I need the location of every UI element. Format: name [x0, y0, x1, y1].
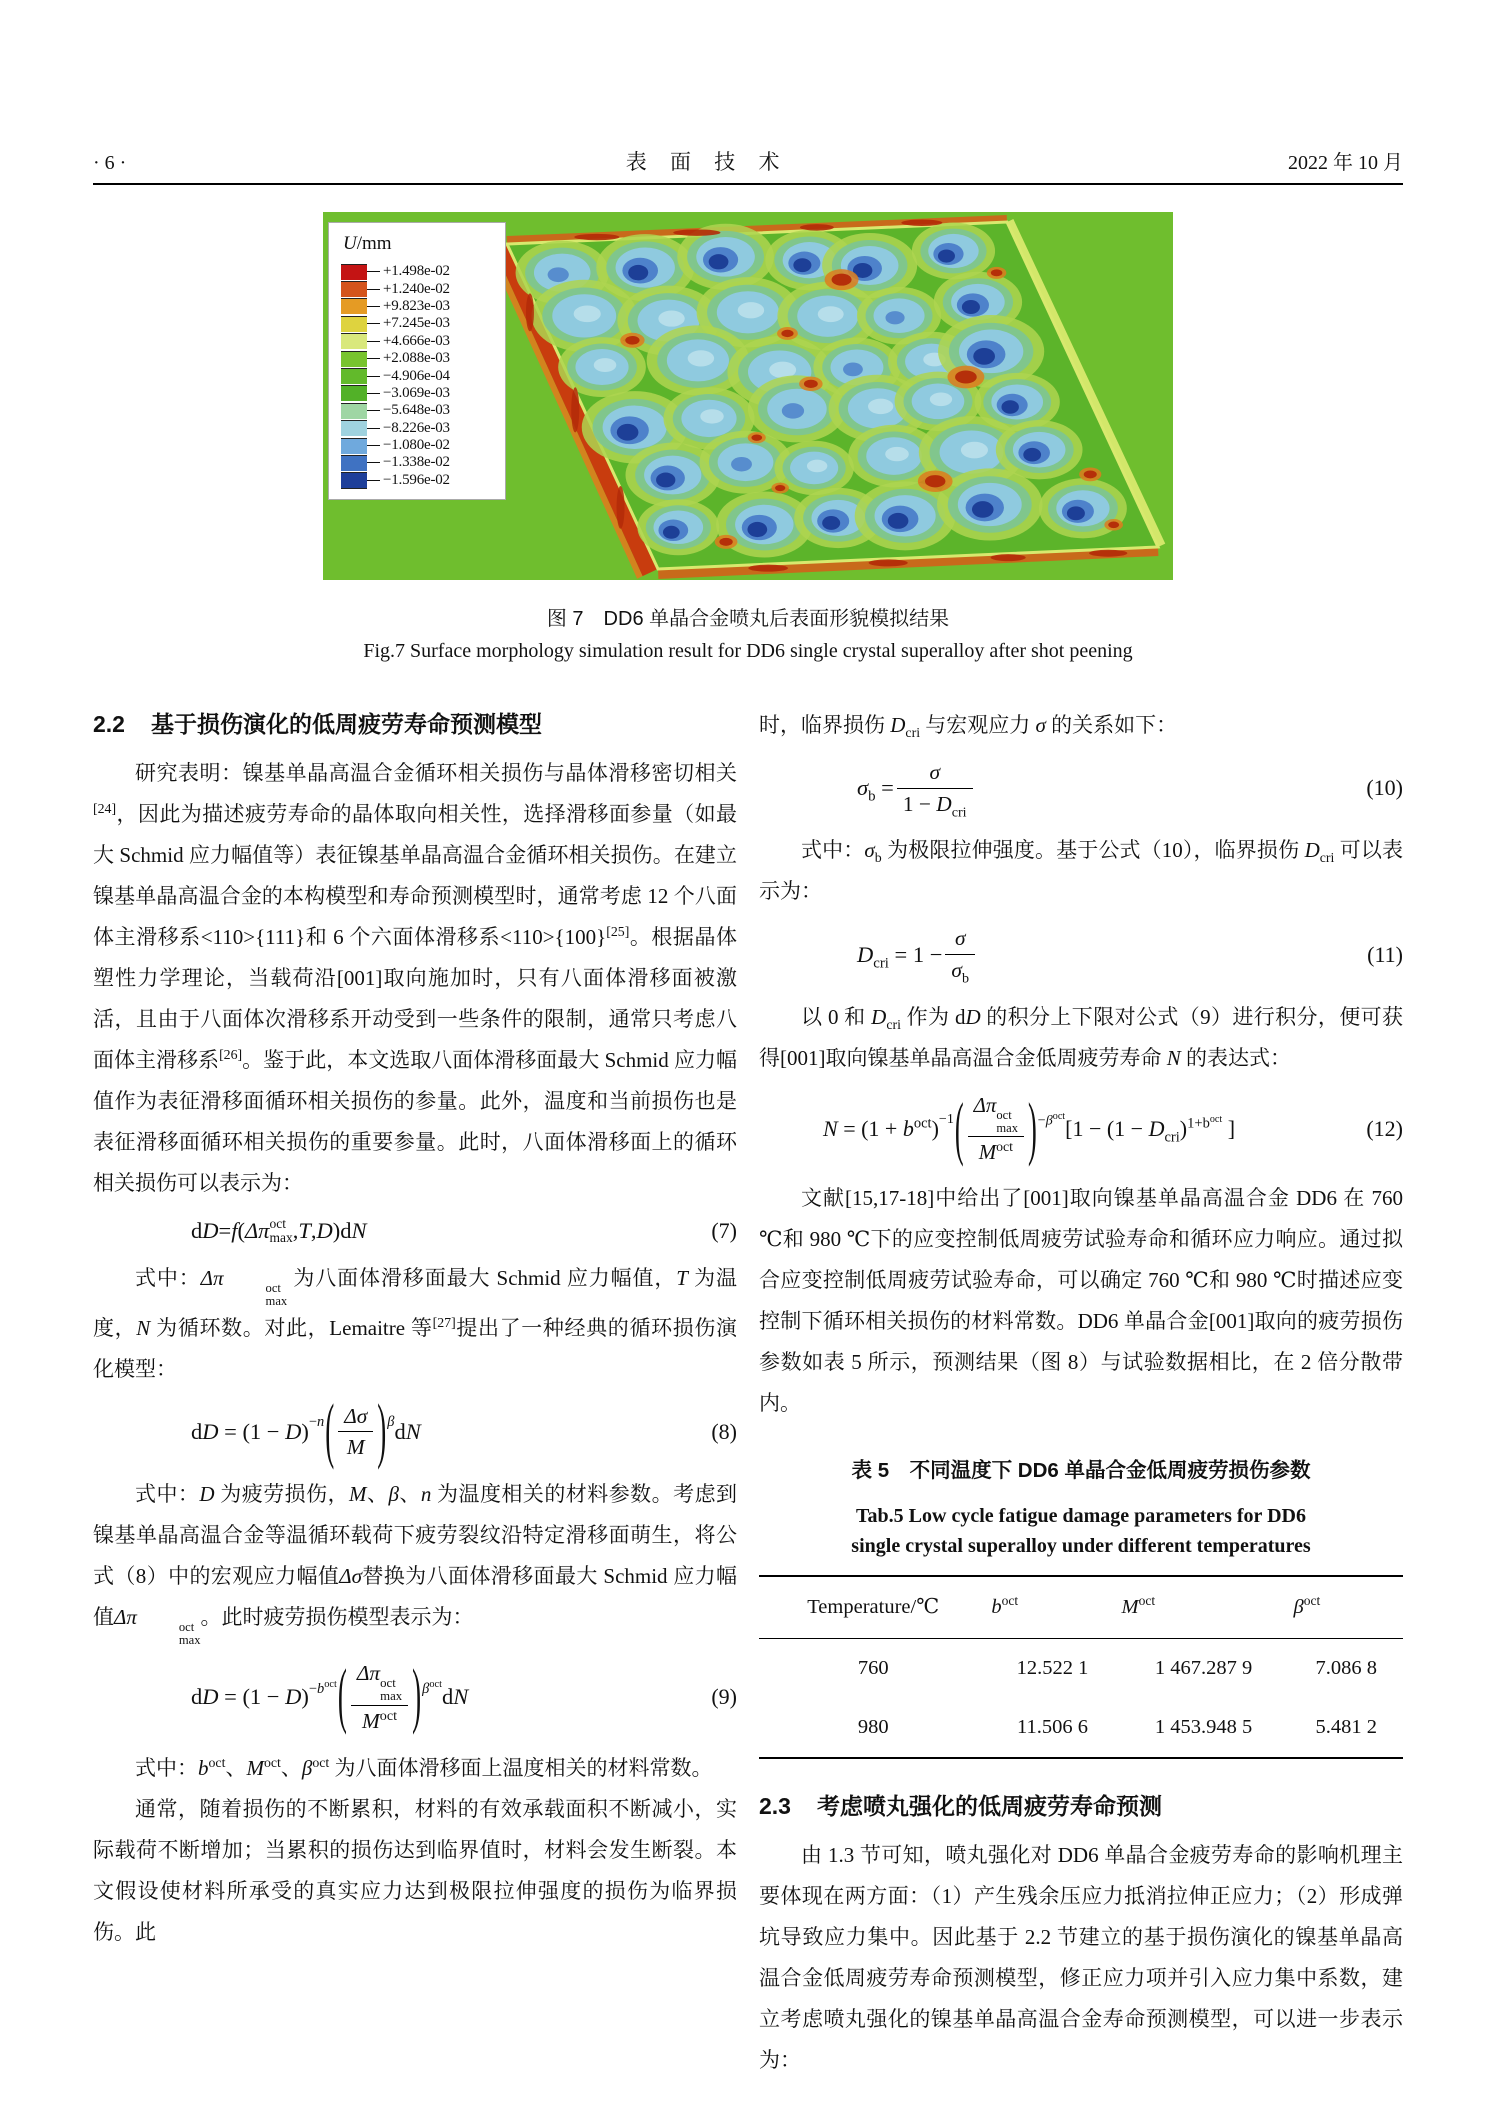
- equation-8: dD = (1 − D) $^{-n}$ ( $\frac{\Delta\sigma}{M}$ ) $^\beta$ dN (8): [191, 1389, 737, 1471]
- journal-title: 表 面 技 术: [625, 150, 789, 174]
- paragraph: 文献[15,17-18]中给出了[001]取向镍基单晶高温合金 DD6 在 760 ℃和 980 ℃下的应变控制低周疲劳试验寿命和循环应力响应。通过拟合应变控制低周疲劳试验寿命，可以确定 760 ℃和 980 ℃时描述应变控制下循环相关损伤的材料常数。DD6 单晶合金[001]取向的疲劳损伤参数如表 5 所示，预测结果（图 8）与试验数据相比，在 2 倍分散带内。: [759, 1186, 1403, 1416]
- page-number: · 6 ·: [93, 152, 127, 174]
- fraction: $\frac{\sigma}{1 - D_{cri}}$: [897, 759, 973, 817]
- equation-10: $\sigma_b$ = $\frac{\sigma}{1 - D_{cri}}$ (10): [857, 760, 1403, 820]
- table-header: [759, 1576, 1403, 1639]
- fraction: Δπ oct max $M^{oct}$: [351, 1660, 408, 1735]
- paragraph: 以 0 和 $D_{cri}$ 作为 dD 的积分上下限对公式（9）进行积分，便可获得[001]取向镍基单晶高温合金低周疲劳寿命 N 的表达式：: [759, 1004, 1404, 1070]
- legend-tick: [367, 358, 380, 359]
- stacked-supsub: oct max: [265, 1281, 288, 1308]
- equation-number: (8): [711, 1419, 737, 1445]
- figure-caption-en: Fig.7 Surface morphology simulation result for DD6 single crystal superalloy after shot peening: [363, 640, 1133, 662]
- equation-number: (10): [1366, 775, 1403, 801]
- legend-swatch: [341, 281, 367, 297]
- equation-7: d D = f ( Δπ oct max , T , D )d N (7): [191, 1216, 737, 1246]
- legend-tick: [367, 341, 380, 342]
- table-cell: 1 453.948 5: [1154, 1716, 1253, 1739]
- legend-value: +2.088e-03: [383, 350, 450, 367]
- table-cell: 12.522 1: [1016, 1657, 1089, 1680]
- legend-entry: [341, 385, 505, 402]
- paragraph: 式中：Δπ oct max 为八面体滑移面最大 Schmid 应力幅值，T 为温度，N 为循环数。对此，Lemaitre 等[27]提出了一种经典的循环损伤演化模型：: [93, 1266, 737, 1381]
- fraction: Δπ oct max $M^{oct}$: [968, 1092, 1024, 1166]
- paragraph: 时，临界损伤 $D_{cri}$ 与宏观应力 σ 的关系如下：: [759, 713, 1178, 741]
- paragraph: 通常，随着损伤的不断累积，材料的有效承载面积不断减小，实际载荷不断增加；当累积的损伤达到临界值时，材料会发生断裂。本文假设使材料所承受的真实应力达到极限拉伸强度的损伤为临界损伤。此: [93, 1796, 737, 1944]
- col-header-b-oct: $b^{oct}$: [987, 1576, 1117, 1639]
- figure-caption: [323, 602, 1173, 663]
- col-header-temperature: Temperature/℃: [759, 1576, 987, 1639]
- legend-tick: [367, 323, 380, 324]
- section-number: 2.2: [93, 711, 125, 737]
- section-title: 基于损伤演化的低周疲劳寿命预测模型: [150, 711, 542, 737]
- section-number: 2.3: [759, 1793, 791, 1820]
- table-cell: 1 467.287 9: [1154, 1657, 1253, 1680]
- legend-tick: [367, 393, 380, 394]
- legend-entry: [341, 333, 505, 350]
- legend-swatch: [341, 333, 367, 349]
- legend-entry: [341, 315, 505, 332]
- article-body: [93, 705, 1403, 2081]
- legend-tick: [367, 410, 380, 411]
- legend-value: +4.666e-03: [383, 332, 450, 349]
- legend-entry: [341, 437, 505, 454]
- equation-11: $D_{cri} = 1$ − $\frac{\sigma}{\sigma_b}$ (11): [857, 926, 1403, 987]
- table-row: [759, 1698, 1403, 1758]
- table-cell: 5.481 2: [1315, 1716, 1378, 1739]
- legend-value: −8.226e-03: [383, 419, 450, 436]
- figure-legend: [328, 222, 506, 500]
- contour-plot: [323, 212, 1173, 580]
- section-2-3-heading: [759, 1789, 1403, 1823]
- legend-swatch: [341, 298, 367, 314]
- left-column: [93, 705, 737, 2081]
- equation-number: (11): [1367, 941, 1403, 967]
- equation-12: $N = (1 + b^{oct})$ $^{-1}$ ( Δπ oct max $M^{oct}$ ) $^{-\beta^{oct}}$ [$1 - (1 - D_{cri})^{1+boct}$ ] (12): [823, 1086, 1403, 1168]
- legend-value: −1.080e-02: [383, 437, 450, 454]
- legend-value: −5.648e-03: [383, 402, 450, 419]
- legend-tick: [367, 428, 380, 429]
- table-body: [759, 1639, 1403, 1759]
- header-rule: [93, 183, 1403, 185]
- paragraph: 式中：$b^{oct}$、$M^{oct}$、$\beta^{oct}$ 为八面体滑移面上温度相关的材料常数。: [135, 1754, 713, 1780]
- section-title: 考虑喷丸强化的低周疲劳寿命预测: [816, 1793, 1162, 1820]
- table-caption-en: Tab.5 Low cycle fatigue damage parameters for DD6 single crystal superalloy under different temperatures: [851, 1505, 1311, 1558]
- legend-tick: [367, 289, 380, 290]
- figure-caption-zh: 图 7 DD6 单晶合金喷丸后表面形貌模拟结果: [546, 608, 950, 630]
- legend-value: −1.338e-02: [383, 454, 450, 471]
- table-caption-zh: 表 5 不同温度下 DD6 单晶合金低周疲劳损伤参数: [851, 1459, 1311, 1483]
- issue-date: 2022 年 10 月: [1287, 152, 1403, 174]
- paragraph: 研究表明：镍基单晶高温合金循环相关损伤与晶体滑移密切相关[24]，因此为描述疲劳寿命的晶体取向相关性，选择滑移面参量（如最大 Schmid 应力幅值等）表征镍基单晶高温合金循环相关损伤。在建立镍基单晶高温合金的本构模型和寿命预测模型时，通常考虑 12 个八面体主滑移系<110>{111}和 6 个六面体滑移系<110>{100}[25]。根据晶体塑性力学理论，当载荷沿[001]取向施加时，只有八面体滑移面被激活，且由于八面体次滑移系开动受到一些条件的限制，通常只考虑八面体主滑移系[26]。鉴于此，本文选取八面体滑移面最大 Schmid 应力幅值作为表征滑移面循环相关损伤的参量。此外，温度和当前损伤也是表征滑移面循环相关损伤的重要参量。此时，八面体滑移面上的循环相关损伤可以表示为：: [93, 761, 738, 1195]
- legend-tick: [367, 480, 380, 481]
- legend-swatch: [341, 472, 367, 489]
- legend-value: −1.596e-02: [383, 471, 450, 488]
- fraction: $\frac{\sigma}{\sigma_b}$: [945, 925, 975, 983]
- legend-value: +1.498e-02: [383, 263, 450, 280]
- equation-number: (12): [1366, 1115, 1403, 1141]
- legend-swatch: [341, 316, 367, 332]
- table-row: [759, 1639, 1403, 1699]
- table-cell: 760: [857, 1657, 889, 1680]
- legend-entry: [341, 263, 505, 280]
- legend-entry: [341, 472, 505, 489]
- figure-7: [323, 212, 1173, 663]
- legend-entry: [341, 280, 505, 297]
- stacked-supsub: oct max: [996, 1107, 1018, 1135]
- fraction: $\frac{\Delta\sigma}{M}$: [338, 1403, 373, 1461]
- legend-tick: [367, 462, 380, 463]
- paragraph: 式中：D 为疲劳损伤，M、β、n 为温度相关的材料参数。考虑到镍基单晶高温合金等温循环载荷下疲劳裂纹沿特定滑移面萌生，将公式（8）中的宏观应力幅值Δσ替换为八面体滑移面最大 Schmid 应力幅值Δπ oct max 。此时疲劳损伤模型表示为：: [93, 1482, 738, 1647]
- table-cell: 980: [857, 1716, 889, 1739]
- legend-entry: [341, 350, 505, 367]
- table-cell: 11.506 6: [1016, 1716, 1088, 1739]
- legend-swatch: [341, 385, 367, 401]
- legend-tick: [367, 445, 380, 446]
- legend-swatch: [341, 351, 367, 367]
- legend-rows: [341, 263, 505, 489]
- table-5: [759, 1575, 1403, 1759]
- legend-swatch: [341, 420, 367, 436]
- legend-entry: [341, 367, 505, 384]
- page-header: [93, 146, 1403, 176]
- equation-number: (7): [711, 1218, 737, 1244]
- equation-9: dD = (1 − D) $^{-b^{oct}}$ ( Δπ oct max $M^{oct}$ ) $^{\beta^{oct}}$ dN (9): [191, 1654, 737, 1736]
- legend-value: +1.240e-02: [383, 280, 450, 297]
- stacked-supsub: oct max: [380, 1675, 403, 1703]
- stacked-supsub: oct max: [269, 1216, 293, 1246]
- legend-entry: [341, 454, 505, 471]
- legend-swatch: [341, 455, 367, 471]
- legend-value: +7.245e-03: [383, 315, 450, 332]
- legend-tick: [367, 376, 380, 377]
- paragraph: 由 1.3 节可知，喷丸强化对 DD6 单晶合金疲劳寿命的影响机理主要体现在两方面：（1）产生残余压应力抵消拉伸正应力；（2）形成弹坑导致应力集中。因此基于 2.2 节建立的基于损伤演化的镍基单晶高温合金低周疲劳寿命预测模型，修正应力项并引入应力集中系数，建立考虑喷丸强化的镍基单晶高温合金寿命预测模型，可以进一步表示为：: [759, 1843, 1403, 2073]
- legend-swatch: [341, 368, 367, 384]
- legend-value: −4.906e-04: [383, 367, 450, 384]
- legend-tick: [367, 271, 380, 272]
- right-column: [759, 705, 1403, 2081]
- legend-entry: [341, 298, 505, 315]
- legend-entry: [341, 420, 505, 437]
- legend-value: +9.823e-03: [383, 297, 450, 314]
- legend-title: U/mm: [343, 233, 392, 254]
- col-header-m-oct: $M^{oct}$: [1118, 1576, 1290, 1639]
- legend-entry: [341, 402, 505, 419]
- legend-swatch: [341, 264, 367, 280]
- legend-value: −3.069e-03: [383, 384, 450, 401]
- stacked-supsub: oct max: [178, 1620, 201, 1647]
- legend-swatch: [341, 403, 367, 419]
- col-header-beta-oct: $\beta^{oct}$: [1290, 1576, 1403, 1639]
- equation-number: (9): [711, 1684, 737, 1710]
- table-5-caption: [759, 1450, 1403, 1561]
- legend-tick: [367, 306, 380, 307]
- legend-swatch: [341, 438, 367, 454]
- paragraph: 式中：$\sigma_b$ 为极限拉伸强度。基于公式（10），临界损伤 $D_{cri}$ 可以表示为：: [759, 838, 1404, 904]
- section-2-2-heading: [93, 707, 737, 741]
- table-cell: 7.086 8: [1315, 1657, 1378, 1680]
